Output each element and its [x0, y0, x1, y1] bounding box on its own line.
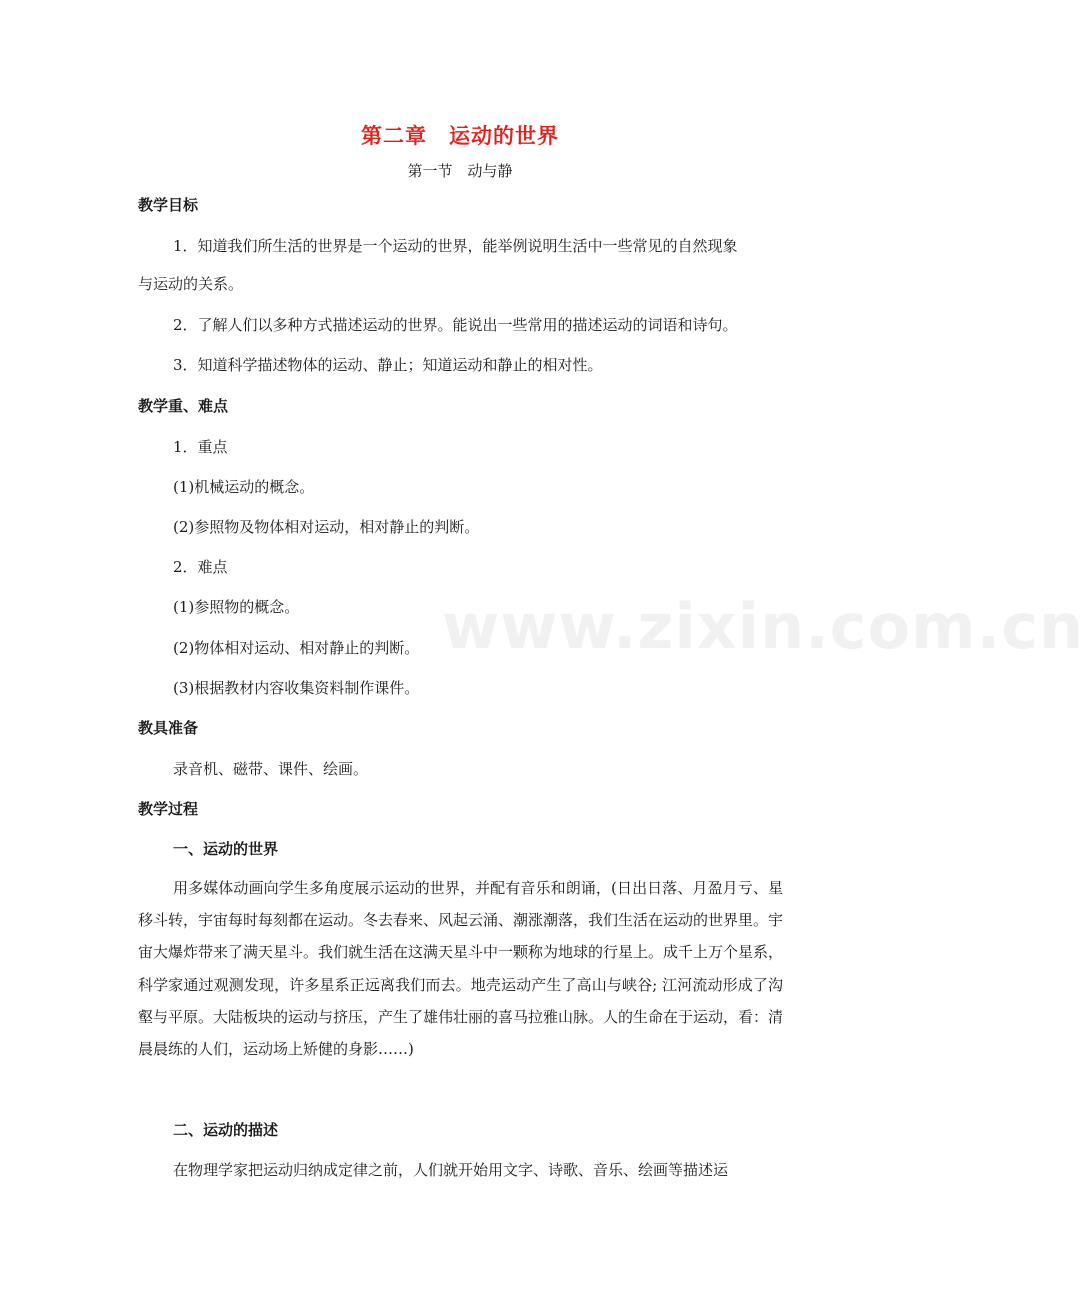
difficulty-item-1: (1)参照物的概念。: [173, 598, 300, 616]
chapter-title: 第二章 运动的世界: [361, 123, 559, 148]
objective-item-3: 3．知道科学描述物体的运动、静止；知道运动和静止的相对性。: [173, 356, 603, 374]
materials-heading: 教具准备: [138, 719, 199, 737]
difficulty-item-3: (3)根据教材内容收集资料制作课件。: [173, 679, 420, 697]
part-1-heading: 一、运动的世界: [173, 840, 279, 858]
focus-item-2: (2)参照物及物体相对运动，相对静止的判断。: [173, 518, 480, 536]
objective-item-2: 2．了解人们以多种方式描述运动的世界。能说出一些常用的描述运动的词语和诗句。: [173, 316, 738, 334]
difficulty-item-2: (2)物体相对运动、相对静止的判断。: [173, 639, 420, 657]
key-points-heading: 教学重、难点: [138, 397, 229, 415]
part-2-heading: 二、运动的描述: [173, 1121, 279, 1139]
section-subtitle: 第一节 动与静: [407, 162, 513, 180]
materials-text: 录音机、磁带、课件、绘画。: [173, 760, 369, 778]
watermark: www.zixin.com.cn: [442, 590, 1084, 663]
objective-item-1-line-1: 1．知道我们所生活的世界是一个运动的世界，能举例说明生活中一些常见的自然现象: [173, 237, 738, 255]
focus-label: 1．重点: [173, 438, 228, 456]
difficulty-label: 2．难点: [173, 558, 228, 576]
part-2-line: 在物理学家把运动归纳成定律之前，人们就开始用文字、诗歌、音乐、绘画等描述运: [173, 1161, 729, 1179]
process-heading: 教学过程: [138, 800, 199, 818]
focus-item-1: (1)机械运动的概念。: [173, 478, 315, 496]
part-1-paragraph: 用多媒体动画向学生多角度展示运动的世界，并配有音乐和朗诵，(日出日落、月盈月亏、星移斗转，宇宙每时每刻都在运动。冬去春来、风起云涌、潮涨潮落，我们生活在运动的世界里。宇宙大爆炸带来了满天星斗。我们就生活在这满天星斗中一颗称为地球的行星上。成千上万个星系，科学家通过观测发现，许多星系正远离我们而去。地壳运动产生了高山与峡谷; 江河流动形成了沟壑与平原。大陆板块的运动与挤压，产生了雄伟壮丽的喜马拉雅山脉。人的生命在于运动，看：清晨晨练的人们，运动场上矫健的身影……): [138, 879, 784, 1059]
objective-item-1-line-2: 与运动的关系。: [138, 275, 244, 293]
objectives-heading: 教学目标: [138, 196, 199, 214]
